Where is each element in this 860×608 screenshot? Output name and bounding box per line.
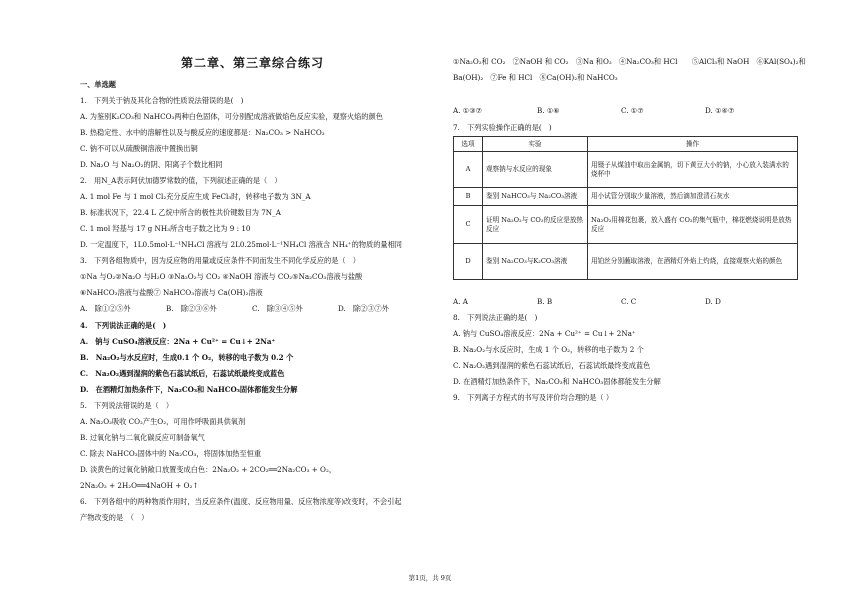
q7-option-b[interactable]: B. B <box>537 297 553 306</box>
text-line: A. 钠与 CuSO₄溶液反应：2Na + Cu²⁺ = Cu↓+ 2Na⁺ <box>80 337 276 346</box>
text-line: 6. 下列各组中的两种物质作用时，当反应条件(温度、反应物用量、反应物浓度等)改变时，不会引起 <box>80 497 402 506</box>
table-cell: 观察钠与水反应的现象 <box>483 152 588 188</box>
text-line: ⑥NaHCO₃溶液与盐酸⑦ NaHCO₃溶液与 Ca(OH)₂溶液 <box>80 288 263 297</box>
q3-option-d[interactable]: D. 除②③⑦外 <box>338 304 389 313</box>
page-title: 第二章、第三章综合练习 <box>180 56 324 70</box>
q3-option-b[interactable]: B. 除②③⑥外 <box>166 304 217 313</box>
text-line: 2. 用N_A表示阿伏加德罗常数的值，下列叙述正确的是（ ） <box>80 176 282 185</box>
text-line: B. 过氧化钠与二氧化碳反应可制备氧气 <box>80 433 205 442</box>
text-line: D. 在酒精灯加热条件下，Na₂CO₃和 NaHCO₃固体都能发生分解 <box>453 377 661 386</box>
q7-option-c[interactable]: C. C <box>621 297 637 306</box>
table-header: 操作 <box>588 137 798 152</box>
text-line: 9. 下列离子方程式的书写及评价均合理的是（ ） <box>453 393 614 402</box>
table-row <box>454 188 798 206</box>
text-line: 1. 下列关于钠及其化合物的性质说法错误的是( ) <box>80 96 244 105</box>
table-cell: Na₂O₂用棉花包裹，放入盛有 CO₂的集气瓶中，棉花燃烧说明是放热反应 <box>588 206 798 244</box>
table-row <box>454 152 798 188</box>
text-line: D. 淡黄色的过氧化钠敞口放置变成白色：2Na₂O₂ + 2CO₂══2Na₂CO₃ + O₂， <box>80 465 337 474</box>
table-header: 实验 <box>483 137 588 152</box>
text-line: B. Na₂O₂与水反应时，生成 1 个 O₂，转移的电子数为 2 个 <box>453 345 644 354</box>
text-line: 4. 下列说法正确的是( ) <box>80 321 167 330</box>
text-line: 8. 下列说法正确的是( ) <box>453 313 538 322</box>
table-row <box>454 244 798 280</box>
q7-option-a[interactable]: A. A <box>453 297 468 306</box>
text-line: C. Na₂O₂遇到湿润的紫色石蕊试纸后，石蕊试纸最终变成蓝色 <box>453 361 651 370</box>
q7-options <box>453 297 798 306</box>
page-footer: 第1页，共 9页 <box>408 574 452 582</box>
text-line: A. 为鉴别K₂CO₃和 NaHCO₃两种白色固体，可分别配成溶液做焰色反应实验，观察火焰的颜色 <box>80 112 383 121</box>
table-cell: 用铂丝分别蘸取溶液，在酒精灯外焰上灼烧，直接观察火焰的颜色 <box>588 244 798 280</box>
q3-options <box>80 304 425 313</box>
text-line: C. 1 mol 羟基与 17 g NH₃所含电子数之比为 9 : 10 <box>80 224 251 233</box>
text-line: D. Na₂O 与 Na₂O₂的阴、阳离子个数比相同 <box>80 160 223 169</box>
q7-option-d[interactable]: D. D <box>705 297 721 306</box>
q3-option-c[interactable]: C. 除③④⑤外 <box>252 304 303 313</box>
table-row <box>454 206 798 244</box>
table-cell: D <box>454 244 483 280</box>
text-line: D. 在酒精灯加热条件下，Na₂CO₃和 NaHCO₃固体都能发生分解 <box>80 385 298 394</box>
table-cell: 用小试管分别取少量溶液，然后滴加澄清石灰水 <box>588 188 798 206</box>
text-line: A. 钠与 CuSO₄溶液反应：2Na + Cu²⁺ = Cu↓+ 2Na⁺ <box>453 329 636 338</box>
table-cell: 证明 Na₂O₂与 CO₂的反应是放热反应 <box>483 206 588 244</box>
text-line: ①Na₂O₂和 CO₂ ②NaOH 和 CO₂ ③Na 和O₂ ④Na₂CO₃和 HCl ⑤AlCl₃和 NaOH ⑥KAl(SO₄)₂和 <box>453 57 806 66</box>
text-line: 2Na₂O₂ + 2H₂O══4NaOH + O₂↑ <box>80 481 199 490</box>
q6-option-d[interactable]: D. ①④⑦ <box>705 106 735 115</box>
table-header-row <box>454 137 798 152</box>
text-line: 5. 下列说法错误的是（ ） <box>80 401 174 410</box>
q6-options <box>453 106 798 115</box>
text-line: C. 钠不可以从硫酸铜溶液中置换出铜 <box>80 144 198 153</box>
q6-option-a[interactable]: A. ①③⑦ <box>453 106 483 115</box>
section-heading: 一、单选题 <box>80 80 116 89</box>
text-line: B. 标准状况下，22.4 L 乙烷中所含的极性共价键数目为 7N_A <box>80 208 281 217</box>
text-line: A. 1 mol Fe 与 1 mol Cl₂充分反应生成 FeCl₃时，转移电子数为 3N_A <box>80 192 311 201</box>
table-cell: C <box>454 206 483 244</box>
experiment-table <box>453 136 798 280</box>
text-line: C. Na₂O₂遇到湿润的紫色石蕊试纸后，石蕊试纸最终变成蓝色 <box>80 369 285 378</box>
text-line: 3. 下列各组物质中，因为反应物的用量或反应条件不同而发生不同化学反应的是（ ） <box>80 256 360 265</box>
table-cell: B <box>454 188 483 206</box>
text-line: Ba(OH)₂ ⑦Fe 和 HCl ⑧Ca(OH)₂和 NaHCO₃ <box>453 73 618 82</box>
table-cell: 鉴别 NaHCO₃与 Na₂CO₃溶液 <box>483 188 588 206</box>
text-line: D. 一定温度下，1L0.5mol·L⁻¹NH₄Cl 溶液与 2L0.25mol·L⁻¹NH₄Cl 溶液含 NH₄⁺的物质的量相同 <box>80 240 402 249</box>
text-line: A. Na₂O₂吸收 CO₂产生O₂，可用作呼吸面具供氧剂 <box>80 417 246 426</box>
table-cell: 用镊子从煤油中取出金属钠，切下黄豆大小的钠，小心放入装满水的烧杯中 <box>588 152 798 188</box>
table-cell: A <box>454 152 483 188</box>
q3-option-a[interactable]: A. 除①②⑤外 <box>80 304 131 313</box>
text-line: B. 热稳定性、水中的溶解性以及与酸反应的速度都是：Na₂CO₃ > NaHCO₃ <box>80 128 325 137</box>
q6-option-b[interactable]: B. ①⑥ <box>537 106 560 115</box>
text-line: 7. 下列实验操作正确的是( ) <box>453 123 552 132</box>
table-header: 选项 <box>454 137 483 152</box>
table-cell: 鉴别 Na₂CO₃与K₂CO₃溶液 <box>483 244 588 280</box>
text-line: ①Na 与O₂②Na₂O 与H₂O ③Na₂O₂与 CO₂ ④NaOH 溶液与 CO₂⑤Na₂CO₃溶液与盐酸 <box>80 272 363 281</box>
q6-option-c[interactable]: C. ①⑦ <box>621 106 644 115</box>
text-line: C. 除去 NaHCO₃固体中的 Na₂CO₃，将固体加热至恒重 <box>80 449 262 458</box>
text-line: B. Na₂O₂与水反应时，生成0.1 个 O₂，转移的电子数为 0.2 个 <box>80 353 294 362</box>
text-line: 产物改变的是 （ ） <box>80 513 149 522</box>
